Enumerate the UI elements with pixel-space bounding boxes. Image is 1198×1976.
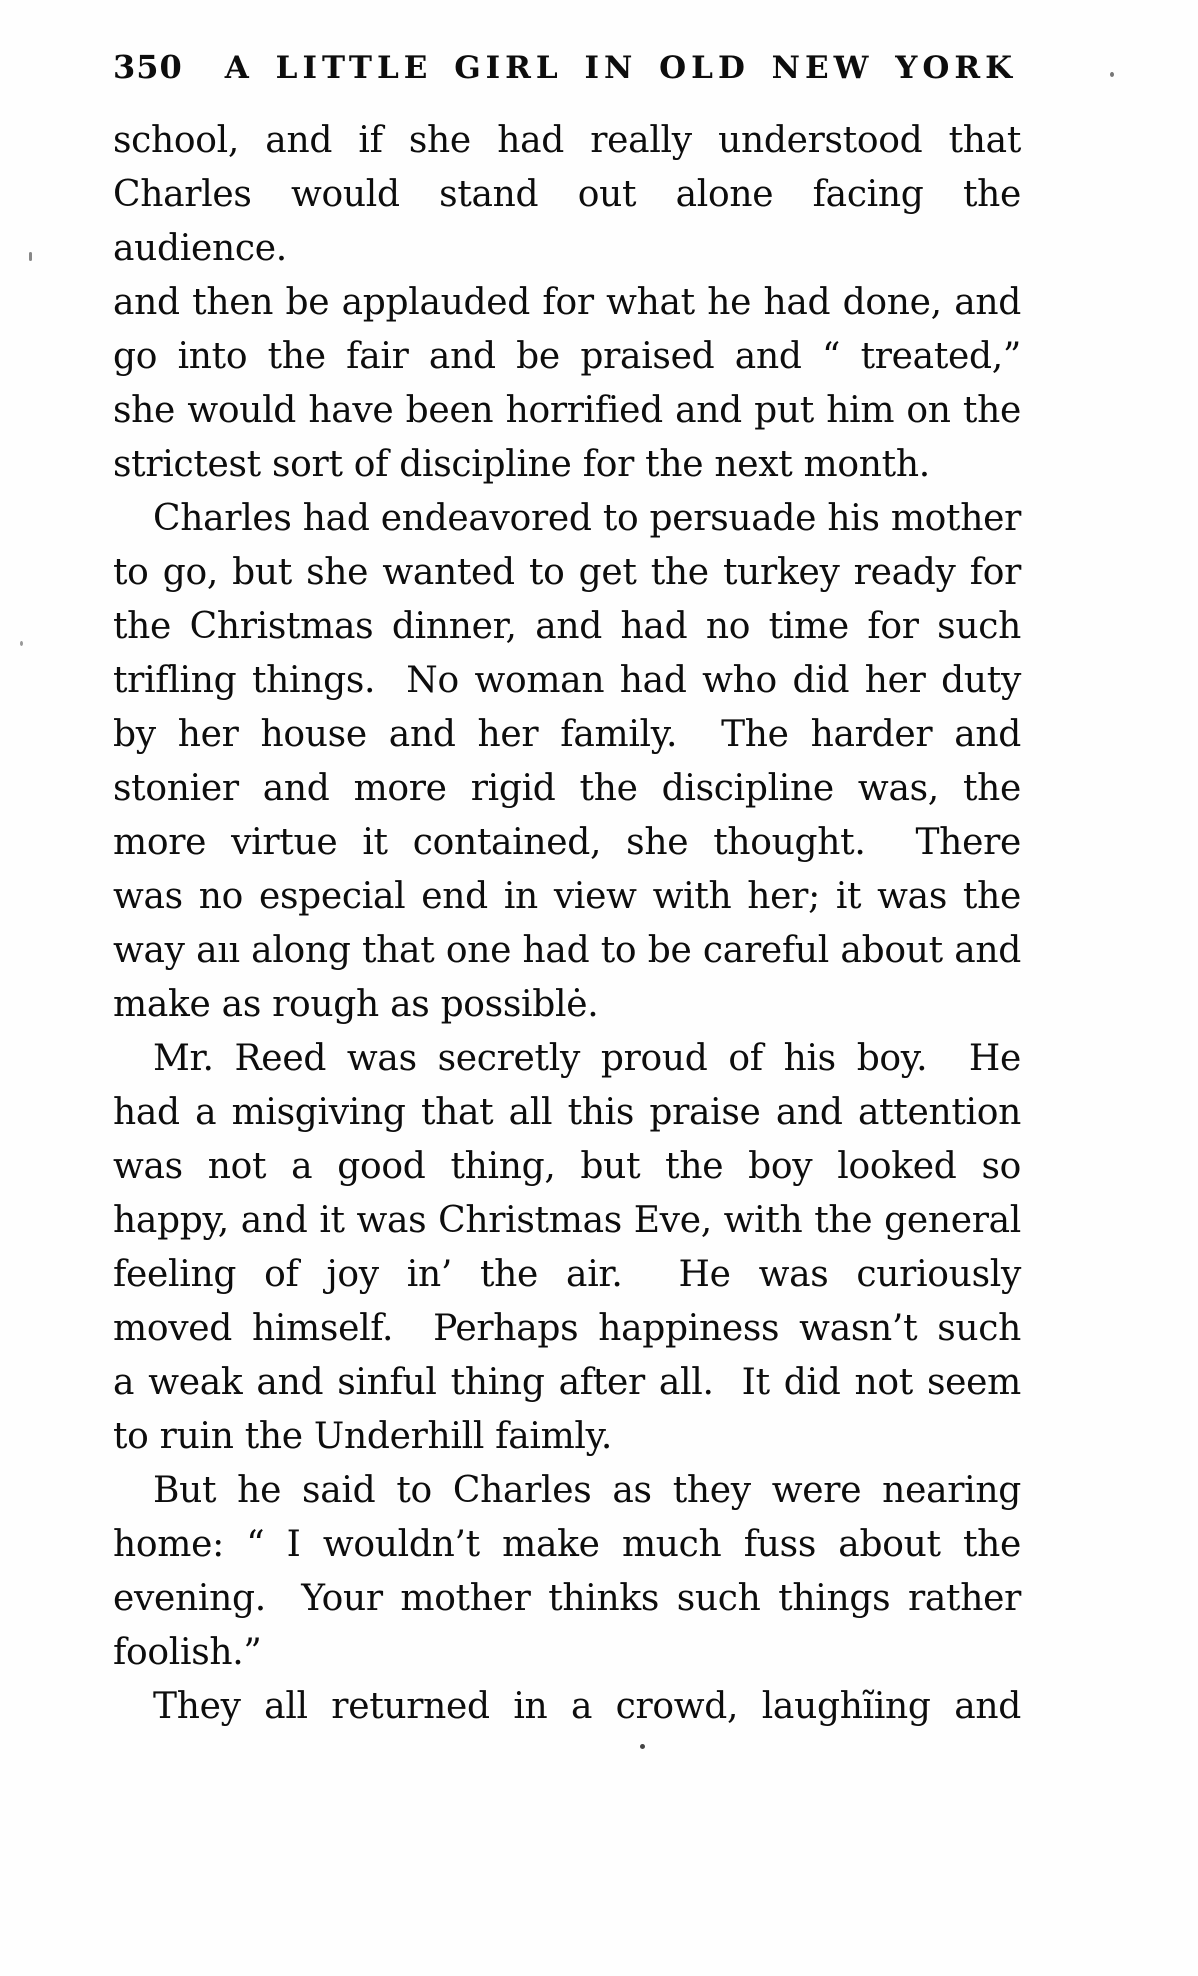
- text-line: Charles had endeavored to persuade his mother: [153, 498, 1021, 539]
- text-line: strictest sort of discipline for the next month.: [113, 444, 930, 485]
- text-line: and then be applauded for what he had done, and: [113, 282, 1021, 323]
- running-header: [113, 48, 1023, 86]
- running-title: A LITTLE GIRL IN OLD NEW YORK: [224, 50, 1018, 86]
- paragraph: [113, 1680, 1021, 1734]
- scan-speck: [20, 641, 23, 646]
- page-number: 350: [113, 48, 183, 86]
- text-line: feeling of joy in’ the air. He was curiously: [113, 1254, 1021, 1295]
- paragraph: [113, 1464, 1021, 1680]
- text-line: home: “ I wouldn’t make much fuss about the: [113, 1524, 1021, 1565]
- text-line: school, and if she had really understood that: [113, 120, 1021, 161]
- text-line: They all returned in a crowd, laughĩing and: [153, 1686, 1021, 1727]
- scan-speck: [29, 252, 32, 261]
- text-line: make as rough as possiblė.: [113, 984, 599, 1025]
- text-line: a weak and sinful thing after all. It did not seem: [113, 1362, 1021, 1403]
- text-line: more virtue it contained, she thought. There: [113, 822, 1021, 863]
- text-line: to ruin the Underhill faimly.: [113, 1416, 613, 1457]
- scan-speck: [640, 1744, 645, 1749]
- text-line: she would have been horrified and put him on the: [113, 390, 1021, 431]
- text-line: foolish.”: [113, 1632, 262, 1673]
- text-line: Mr. Reed was secretly proud of his boy. He: [153, 1038, 1021, 1079]
- text-line: go into the fair and be praised and “ treated,”: [113, 336, 1021, 377]
- text-line: stonier and more rigid the discipline was, the: [113, 768, 1021, 809]
- text-line: evening. Your mother thinks such things rather: [113, 1578, 1021, 1619]
- text-line: trifling things. No woman had who did her duty: [113, 660, 1021, 701]
- text-line: way aıı along that one had to be careful about and: [113, 930, 1021, 971]
- text-line: had a misgiving that all this praise and attention: [113, 1092, 1021, 1133]
- text-line: happy, and it was Christmas Eve, with the general: [113, 1200, 1021, 1241]
- paragraph: [113, 492, 1021, 1032]
- scan-speck: [1110, 72, 1114, 77]
- text-line: to go, but she wanted to get the turkey ready for: [113, 552, 1021, 593]
- text-line: the Christmas dinner, and had no time for such: [113, 606, 1021, 647]
- text-block: [113, 114, 1033, 1734]
- text-line: was not a good thing, but the boy looked so: [113, 1146, 1021, 1187]
- paragraph: [113, 114, 1033, 492]
- text-line: by her house and her family. The harder and: [113, 714, 1021, 755]
- text-line: But he said to Charles as they were nearing: [153, 1470, 1021, 1511]
- text-line: was no especial end in view with her; it was the: [113, 876, 1021, 917]
- text-line: moved himself. Perhaps happiness wasn’t such: [113, 1308, 1021, 1349]
- text-line: Charles would stand out alone facing the audience.: [113, 174, 1033, 269]
- paragraph: [113, 1032, 1021, 1464]
